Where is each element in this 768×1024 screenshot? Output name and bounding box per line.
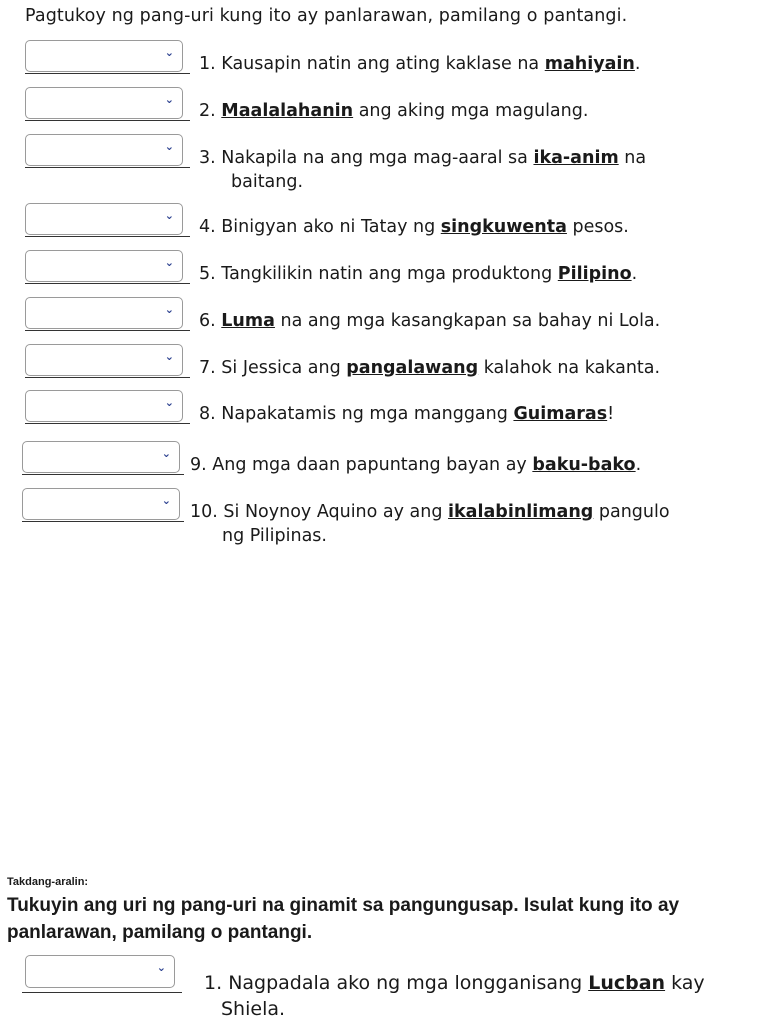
answer-dropdown-9[interactable]: [22, 441, 180, 473]
question-keyword: baku-bako: [532, 455, 636, 475]
question-keyword: pangalawang: [346, 358, 479, 378]
answer-underline: [25, 120, 190, 121]
chevron-down-icon: ⌄: [161, 447, 171, 460]
question-after: kay: [665, 972, 705, 994]
answer-dropdown-3[interactable]: [25, 134, 183, 166]
chevron-down-icon: ⌄: [161, 494, 171, 507]
answer-underline: [25, 73, 190, 74]
question-continuation: ng Pilipinas.: [222, 526, 327, 546]
question-item: [0, 955, 768, 1020]
question-before: Nagpadala ako ng mga longganisang: [228, 972, 589, 994]
question-before: Si Jessica ang: [221, 358, 347, 378]
answer-underline: [22, 521, 184, 522]
question-after: ang aking mga magulang.: [353, 101, 589, 121]
answer-dropdown-2[interactable]: [25, 87, 183, 119]
question-keyword: Maalalahanin: [221, 101, 354, 121]
question-number: 8.: [199, 404, 216, 424]
answer-underline: [25, 236, 190, 237]
question-before: Tangkilikin natin ang mga produktong: [221, 264, 558, 284]
homework-label: Takdang-aralin:: [7, 876, 89, 888]
question-keyword: Luma: [221, 311, 275, 331]
chevron-down-icon: ⌄: [164, 303, 174, 316]
question-after: !: [607, 404, 615, 424]
chevron-down-icon: ⌄: [156, 961, 166, 974]
chevron-down-icon: ⌄: [164, 350, 174, 363]
question-before: Binigyan ako ni Tatay ng: [221, 217, 441, 237]
question-number: 7.: [199, 358, 216, 378]
question-number: 1.: [199, 54, 216, 74]
question-number: 1.: [204, 972, 223, 994]
answer-underline: [25, 423, 190, 424]
question-keyword: Pilipino: [557, 264, 632, 284]
question-before: Nakapila na ang mga mag-aaral sa: [221, 148, 534, 168]
question-text: [199, 52, 640, 76]
question-text: [199, 309, 660, 333]
question-number: 3.: [199, 148, 216, 168]
question-keyword: ika-anim: [533, 148, 619, 168]
answer-dropdown-4[interactable]: [25, 203, 183, 235]
homework-instruction: Tukuyin ang uri ng pang-uri na ginamit sa pangungusap. Isulat kung ito ay panlarawan, pamilang o pantangi.: [7, 895, 680, 943]
question-text: [199, 356, 660, 380]
question-number: 10.: [190, 502, 218, 522]
question-keyword: ikalabinlimang: [448, 502, 594, 522]
question-keyword: mahiyain: [544, 54, 635, 74]
question-number: 9.: [190, 455, 207, 475]
question-after: pangulo: [593, 502, 670, 522]
question-after: .: [634, 54, 641, 74]
question-after: kalahok na kakanta.: [478, 358, 661, 378]
question-after: .: [635, 455, 642, 475]
chevron-down-icon: ⌄: [164, 140, 174, 153]
question-continuation: Shiela.: [221, 998, 286, 1020]
answer-dropdown-10[interactable]: [22, 488, 180, 520]
question-before: Kausapin natin ang ating kaklase na: [221, 54, 545, 74]
chevron-down-icon: ⌄: [164, 256, 174, 269]
question-keyword: Guimaras: [513, 404, 608, 424]
chevron-down-icon: ⌄: [164, 396, 174, 409]
answer-dropdown-8[interactable]: [25, 390, 183, 422]
question-after: na ang mga kasangkapan sa bahay ni Lola.: [274, 311, 661, 331]
answer-underline: [25, 377, 190, 378]
chevron-down-icon: ⌄: [164, 209, 174, 222]
answer-dropdown-1[interactable]: [25, 40, 183, 72]
question-text: [190, 453, 641, 477]
worksheet-title: Pagtukoy ng pang-uri kung ito ay panlarawan, pamilang o pantangi.: [25, 6, 628, 26]
question-number: 4.: [199, 217, 216, 237]
question-text: [204, 971, 705, 995]
answer-underline: [25, 283, 190, 284]
question-text: [199, 215, 629, 239]
question-number: 5.: [199, 264, 216, 284]
question-continuation: baitang.: [231, 172, 304, 192]
answer-dropdown-5[interactable]: [25, 250, 183, 282]
question-before: Ang mga daan papuntang bayan ay: [212, 455, 533, 475]
question-item: [0, 488, 768, 548]
question-after: pesos.: [566, 217, 629, 237]
answer-underline: [22, 474, 184, 475]
question-number: 2.: [199, 101, 216, 121]
question-before: Si Noynoy Aquino ay ang: [223, 502, 449, 522]
answer-underline: [25, 330, 190, 331]
question-after: na: [618, 148, 647, 168]
question-text: [190, 500, 670, 524]
answer-dropdown-7[interactable]: [25, 344, 183, 376]
question-keyword: Lucban: [588, 972, 666, 994]
answer-dropdown-6[interactable]: [25, 297, 183, 329]
answer-underline: [22, 992, 182, 993]
question-number: 6.: [199, 311, 216, 331]
question-text: [199, 99, 588, 123]
chevron-down-icon: ⌄: [164, 46, 174, 59]
question-item: [0, 134, 768, 194]
answer-dropdown-homework-1[interactable]: [25, 955, 175, 988]
question-text: [199, 146, 646, 170]
question-before: Napakatamis ng mga manggang: [221, 404, 514, 424]
question-after: .: [631, 264, 638, 284]
chevron-down-icon: ⌄: [164, 93, 174, 106]
question-keyword: singkuwenta: [440, 217, 567, 237]
question-text: [199, 262, 637, 286]
question-text: [199, 402, 614, 426]
answer-underline: [25, 167, 190, 168]
